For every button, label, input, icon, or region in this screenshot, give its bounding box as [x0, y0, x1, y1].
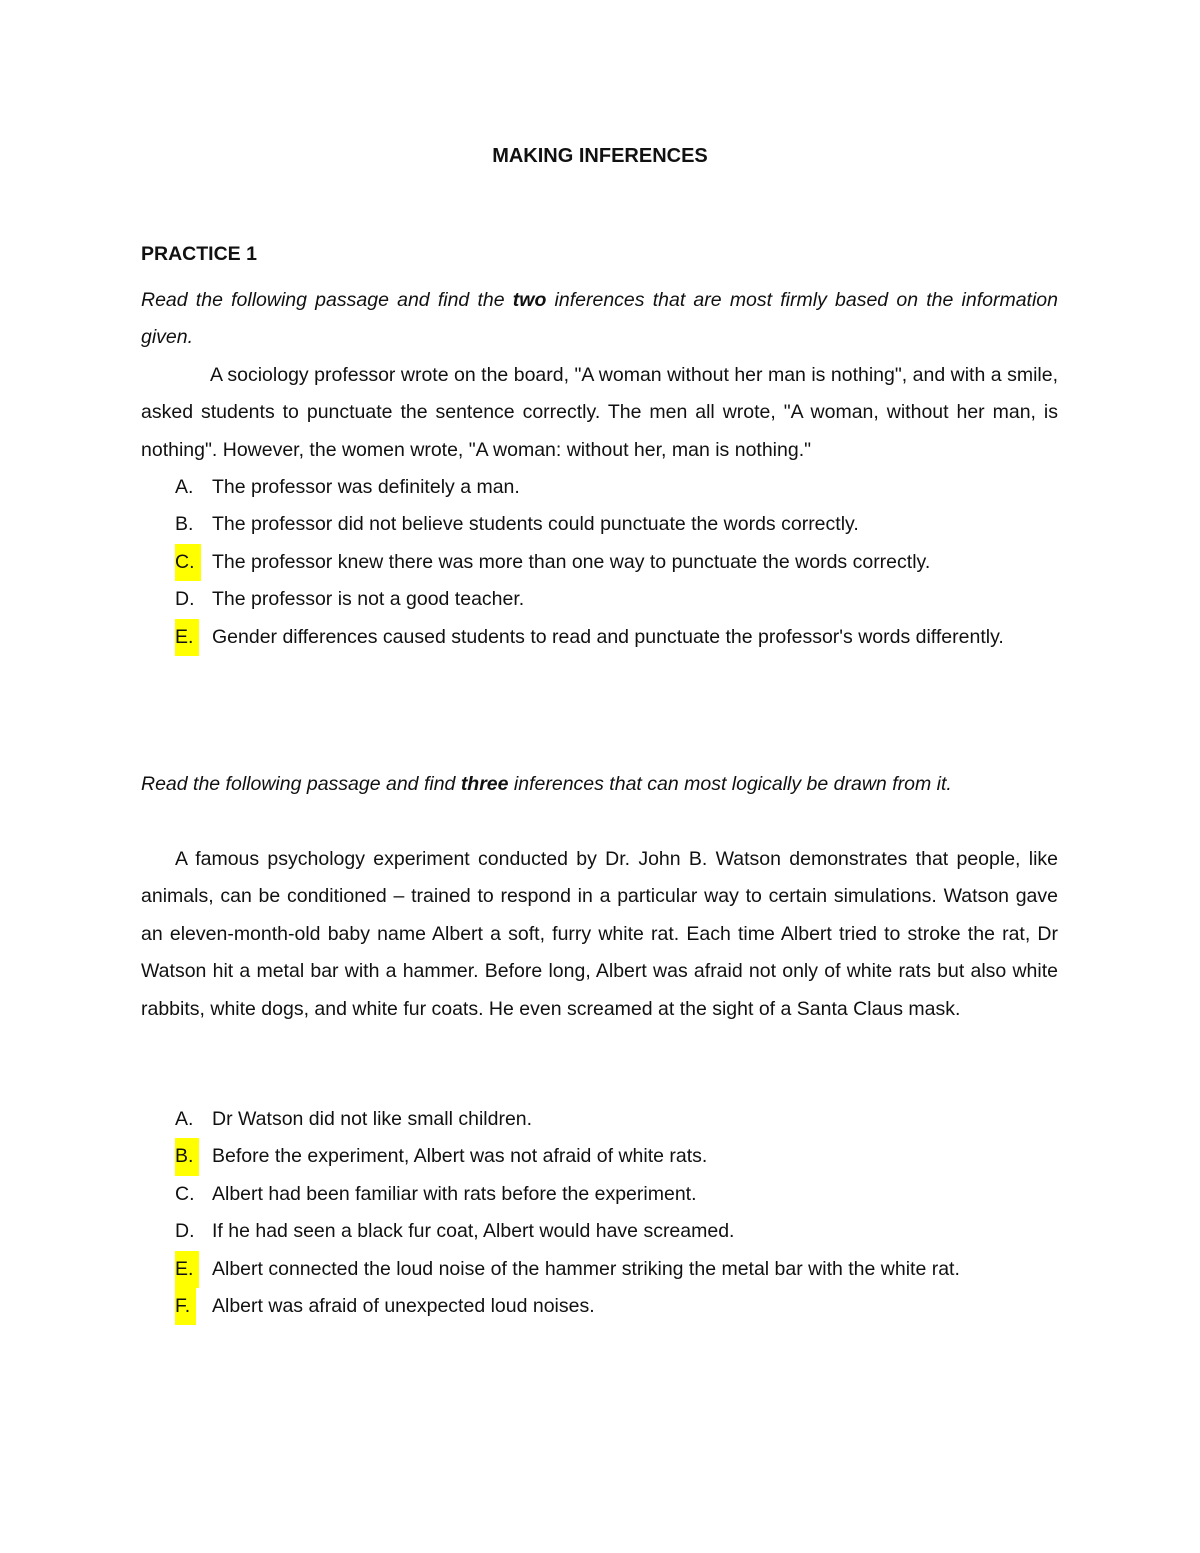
- list-item: [141, 1213, 1058, 1250]
- instruction-2-emphasis: three: [460, 773, 509, 795]
- list-item: [141, 469, 1058, 506]
- section-1: [141, 282, 1058, 656]
- passage-2: A famous psychology experiment conducted by Dr. John B. Watson demonstrates that people, like animals, can be conditioned – trained to respond in a particular way to certain simulations. Watson gave an eleven-month-old baby name Albert a soft, furry white rat. Each time Albert tried to stroke the rat, Dr Watson hit a metal bar with a hammer. Before long, Albert was afraid not only of white rats but also white rabbits, white dogs, and white fur coats. He even screamed at the sight of a Santa Claus mask.: [141, 848, 1058, 1020]
- section-2-options-block: [141, 1101, 1058, 1325]
- option-letter: C.: [175, 1182, 195, 1205]
- option-letter-highlighted: F.: [175, 1288, 196, 1325]
- list-item: [141, 1138, 1058, 1175]
- option-letter: B.: [175, 513, 194, 536]
- instruction-2: [141, 766, 1058, 803]
- option-letter-highlighted: C.: [175, 544, 201, 581]
- option-letter-highlighted: B.: [175, 1138, 199, 1175]
- instruction-1-text-a: Read the following passage and find the: [141, 289, 513, 311]
- list-item: [141, 506, 1058, 543]
- options-list-2: [141, 1101, 1058, 1325]
- option-text: The professor knew there was more than one way to punctuate the words correctly.: [212, 550, 931, 573]
- page-title: MAKING INFERENCES: [492, 145, 708, 167]
- section-2: [141, 766, 1058, 803]
- option-text: The professor is not a good teacher.: [212, 588, 525, 611]
- section-2-passage-block: [141, 841, 1058, 1028]
- option-letter-highlighted: E.: [175, 1251, 199, 1288]
- option-letter: A.: [175, 476, 194, 499]
- list-item: [141, 1251, 1058, 1288]
- options-list-1: [141, 469, 1058, 656]
- option-text: Albert had been familiar with rats before the experiment.: [212, 1182, 697, 1205]
- passage-1: A sociology professor wrote on the board, "A woman without her man is nothing", and with a smile, asked students to punctuate the sentence correctly. The men all wrote, "A woman, without her man, is nothing". However, the women wrote, "A woman: without her, man is nothing.": [141, 363, 1058, 461]
- instruction-2-text-b: inferences that can most logically be drawn from it.: [508, 773, 952, 795]
- option-text: The professor was definitely a man.: [212, 476, 520, 499]
- option-text: Albert was afraid of unexpected loud noises.: [212, 1295, 595, 1318]
- option-text: Dr Watson did not like small children.: [212, 1108, 533, 1130]
- instruction-1-text-b: inferences that are most firmly based on the information given.: [141, 289, 1058, 349]
- list-item: [141, 581, 1058, 618]
- option-text: Albert connected the loud noise of the hammer striking the metal bar with the white rat.: [212, 1257, 960, 1280]
- instruction-2-text-a: Read the following passage and find: [141, 773, 461, 795]
- option-text: Gender differences caused students to read and punctuate the professor's words differently.: [212, 625, 1004, 648]
- list-item: [141, 619, 1058, 656]
- list-item: [141, 1176, 1058, 1213]
- option-letter: D.: [175, 1220, 195, 1243]
- option-letter: A.: [175, 1108, 194, 1130]
- list-item: [141, 544, 1058, 581]
- option-letter: D.: [175, 588, 195, 611]
- option-text: If he had seen a black fur coat, Albert would have screamed.: [212, 1220, 735, 1243]
- option-letter-highlighted: E.: [175, 619, 199, 656]
- practice-heading: PRACTICE 1: [141, 243, 257, 265]
- list-item: [141, 1101, 1058, 1138]
- option-text: The professor did not believe students could punctuate the words correctly.: [212, 513, 859, 536]
- instruction-1: [141, 282, 1058, 357]
- option-text: Before the experiment, Albert was not afraid of white rats.: [212, 1145, 708, 1168]
- list-item: [141, 1288, 1058, 1325]
- instruction-1-emphasis: two: [512, 289, 547, 311]
